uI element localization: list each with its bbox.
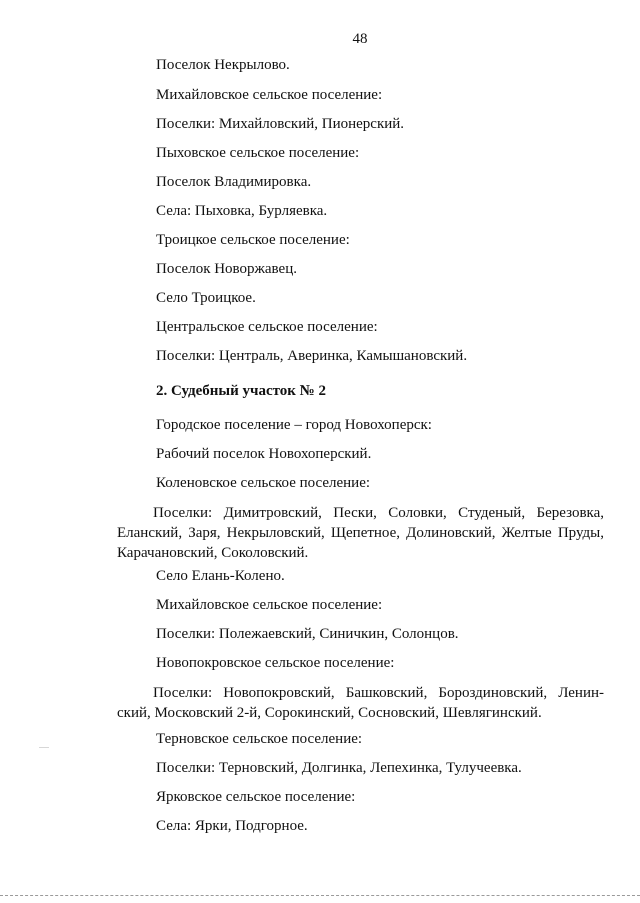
bottom-rule (0, 895, 640, 896)
text-line: Поселок Некрылово. (156, 57, 290, 73)
text-line: Михайловское сельское поселение: (156, 87, 383, 103)
paragraph (117, 503, 604, 563)
text-line: Село Троицкое. (156, 290, 256, 306)
text-line: Михайловское сельское поселение: (156, 597, 383, 613)
text-line: Коленовское сельское поселение: (156, 475, 371, 491)
margin-mark (39, 747, 49, 748)
paragraph (117, 683, 604, 723)
text-line: Села: Пыховка, Бурляевка. (156, 203, 328, 219)
text-line: Центральское сельское поселение: (156, 319, 378, 335)
paragraph-text: Поселки: Новопокровский, Башковский, Бороздиновский, Ленин-ский, Московский 2-й, Сорокинский, Сосновский, Шевлягинский. (117, 685, 604, 721)
text-line: Терновское сельское поселение: (156, 731, 363, 747)
section-heading: 2. Судебный участок № 2 (156, 383, 327, 399)
text-line: Рабочий поселок Новохоперский. (156, 446, 372, 462)
paragraph-text: Поселки: Димитровский, Пески, Соловки, Студеный, Березовка, Еланский, Заря, Некрыловский, Щепетное, Долиновский, Желтые Пруды, Карачановский, Соколовский. (117, 505, 604, 561)
text-line: Поселки: Терновский, Долгинка, Лепехинка, Тулучеевка. (156, 760, 522, 776)
text-line: Пыховское сельское поселение: (156, 145, 360, 161)
text-line: Троицкое сельское поселение: (156, 232, 350, 248)
text-line: Поселок Новоржавец. (156, 261, 297, 277)
text-line: Поселки: Централь, Аверинка, Камышановский. (156, 348, 468, 364)
text-line: Новопокровское сельское поселение: (156, 655, 395, 671)
text-line: Поселок Владимировка. (156, 174, 312, 190)
page-number: 48 (352, 31, 368, 47)
text-line: Поселки: Михайловский, Пионерский. (156, 116, 405, 132)
text-line: Городское поселение – город Новохоперск: (156, 417, 432, 433)
text-line: Ярковское сельское поселение: (156, 789, 356, 805)
text-line: Село Елань-Колено. (156, 568, 285, 584)
text-line: Села: Ярки, Подгорное. (156, 818, 308, 834)
text-line: Поселки: Полежаевский, Синичкин, Солонцов. (156, 626, 459, 642)
